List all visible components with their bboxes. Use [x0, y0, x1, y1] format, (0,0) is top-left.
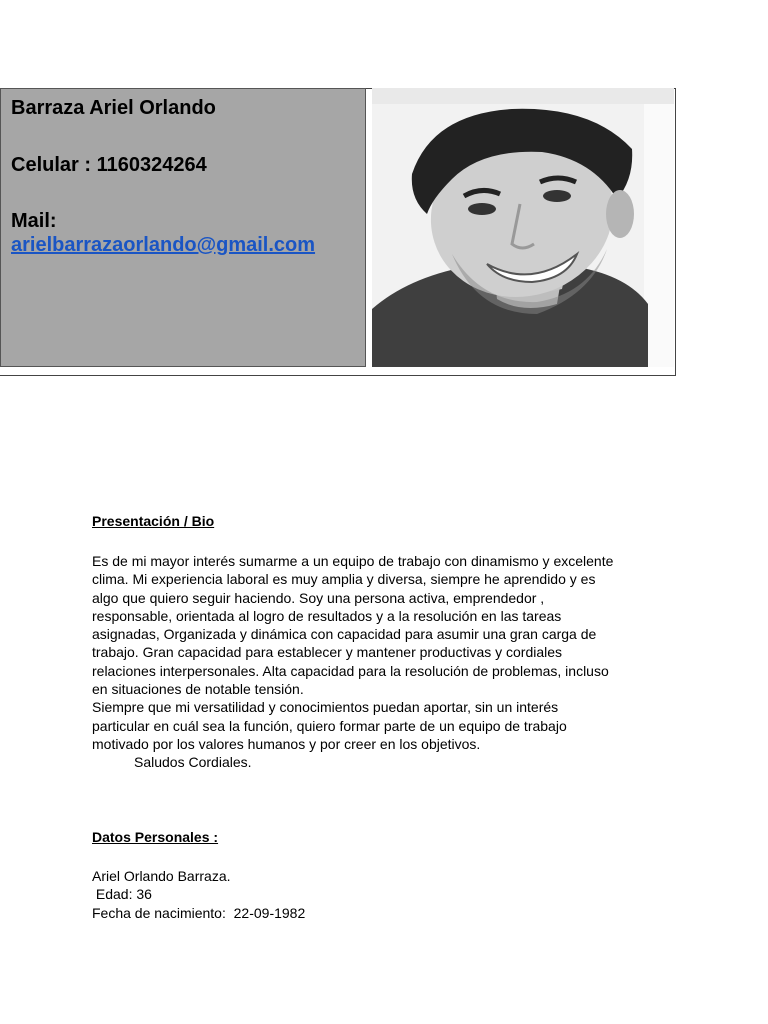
bio-body-text: Es de mi mayor interés sumarme a un equipo de trabajo con dinamismo y excelente clima. Mi experiencia laboral es muy amplia y diversa, siempre he aprendido y es algo que quiero seguir haciendo. Soy una persona activa, emprendedor , responsable, orientada al logro de resultados y a la resolución en las tareas asignadas, Organizada y dinámica con capacidad para asumir una gran carga de trabajo. Gran capacidad para establecer y mantener productivas y cordiales relaciones interpersonales. Alta capacidad para la resolución de problemas, incluso en situaciones de notable tensión. Siempre que mi versatilidad y conocimientos puedan aportar, sin un interés particular en cuál sea la función, quiero formar parte de un equipo de trabajo motivado por los valores humanos y por creer en los objetivos.: [92, 553, 614, 752]
personal-section-title: Datos Personales :: [92, 829, 219, 845]
bio-paragraph: [92, 552, 682, 772]
bio-section-title: Presentación / Bio: [92, 513, 215, 529]
personal-data-list: [92, 867, 492, 922]
email-link[interactable]: arielbarrazaorlando@gmail.com: [11, 234, 316, 256]
full-name-heading: Barraza Ariel Orlando: [11, 97, 216, 119]
profile-photo: [372, 88, 674, 367]
contact-box: [0, 88, 366, 367]
personal-age: Edad: 36: [92, 886, 152, 903]
bio-greeting: Saludos Cordiales.: [134, 754, 252, 771]
phone-line: Celular : 1160324264: [11, 154, 207, 176]
personal-birthdate: Fecha de nacimiento: 22-09-1982: [92, 904, 306, 921]
personal-full-name: Ariel Orlando Barraza.: [92, 868, 231, 884]
mail-label: Mail:: [11, 210, 57, 232]
